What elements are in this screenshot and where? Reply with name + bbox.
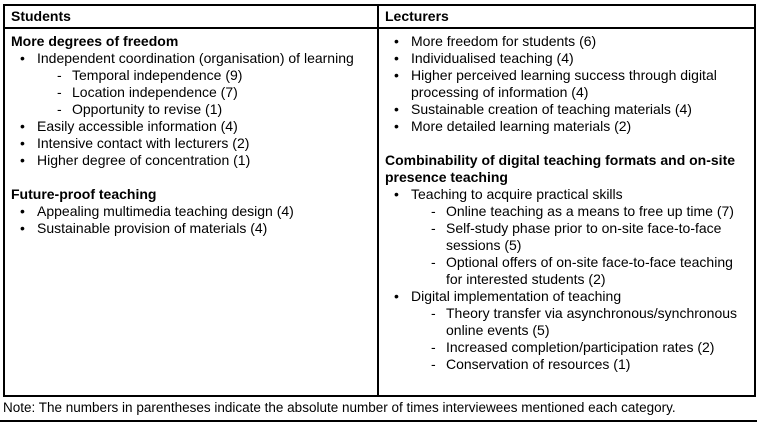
sub-item [11,67,372,84]
bullet-item [385,288,749,305]
bullet-icon: • [20,135,25,151]
category-block [11,33,372,169]
column-header-lecturers: Lecturers [378,5,755,28]
dash-icon: - [57,84,62,100]
bullet-item [11,118,372,135]
bullet-item [385,118,749,135]
bullet-item [385,33,749,50]
sub-item [11,101,372,118]
bullet-icon: • [394,50,399,66]
dash-icon: - [57,67,62,83]
bullet-item [11,152,372,169]
bullet-item [385,101,749,118]
item-text: Individualised teaching (4) [411,50,574,66]
bullet-icon: • [20,203,25,219]
item-text: Digital implementation of teaching [411,288,622,304]
students-column [4,28,378,396]
sub-item-text: Increased completion/participation rates (2) [446,339,715,355]
bullet-item [11,135,372,152]
item-text: Higher perceived learning success through digital processing of information (4) [411,67,717,100]
sub-item-text: Location independence (7) [72,84,238,100]
category-block [385,152,749,373]
block-heading: Combinability of digital teaching formats and on-site presence teaching [385,152,736,185]
block-heading: More degrees of freedom [11,33,179,49]
bullet-icon: • [20,152,25,168]
category-block [385,33,749,135]
bullet-icon: • [394,101,399,117]
category-table [3,4,756,397]
sub-item-text: Theory transfer via asynchronous/synchronous online events (5) [446,305,738,338]
sub-item-text: Optional offers of on-site face-to-face teaching for interested students (2) [446,254,733,287]
item-text: More detailed learning materials (2) [411,118,632,134]
bullet-item [11,220,372,237]
dash-icon: - [431,254,436,270]
bullet-icon: • [20,50,25,66]
item-text: Appealing multimedia teaching design (4) [37,203,294,219]
header-row [4,5,755,28]
body-row [4,28,755,396]
dash-icon: - [431,356,436,372]
dash-icon: - [431,339,436,355]
table-note: Note: The numbers in parentheses indicate the absolute number of times interviewees mentioned each category. [0,397,757,422]
item-text: More freedom for students (6) [411,33,597,49]
sub-item [385,203,749,220]
item-text: Sustainable provision of materials (4) [37,220,268,236]
bullet-icon: • [394,67,399,83]
bullet-icon: • [394,186,399,202]
sub-item [11,84,372,101]
bullet-item [11,203,372,220]
sub-item-text: Temporal independence (9) [72,67,243,83]
sub-item-text: Self-study phase prior to on-site face-to-face sessions (5) [446,220,722,253]
sub-item [385,305,749,339]
bullet-item [11,50,372,67]
dash-icon: - [431,220,436,236]
item-text: Easily accessible information (4) [37,118,238,134]
lecturers-column [378,28,755,396]
sub-item [385,254,749,288]
bullet-item [385,67,749,101]
dash-icon: - [431,305,436,321]
sub-item-text: Conservation of resources (1) [446,356,631,372]
dash-icon: - [431,203,436,219]
sub-item-text: Opportunity to revise (1) [72,101,223,117]
item-text: Independent coordination (organisation) of learning [37,50,354,66]
bullet-item [385,50,749,67]
item-text: Teaching to acquire practical skills [411,186,623,202]
category-block [11,186,372,237]
item-text: Sustainable creation of teaching materials (4) [411,101,692,117]
block-heading: Future-proof teaching [11,186,157,202]
bullet-icon: • [394,288,399,304]
sub-item [385,339,749,356]
sub-item [385,220,749,254]
item-text: Intensive contact with lecturers (2) [37,135,250,151]
bullet-icon: • [394,33,399,49]
column-header-students: Students [4,5,378,28]
bullet-icon: • [20,118,25,134]
bullet-item [385,186,749,203]
sub-item [385,356,749,373]
sub-item-text: Online teaching as a means to free up time (7) [446,203,734,219]
bullet-icon: • [394,118,399,134]
dash-icon: - [57,101,62,117]
bullet-icon: • [20,220,25,236]
item-text: Higher degree of concentration (1) [37,152,251,168]
